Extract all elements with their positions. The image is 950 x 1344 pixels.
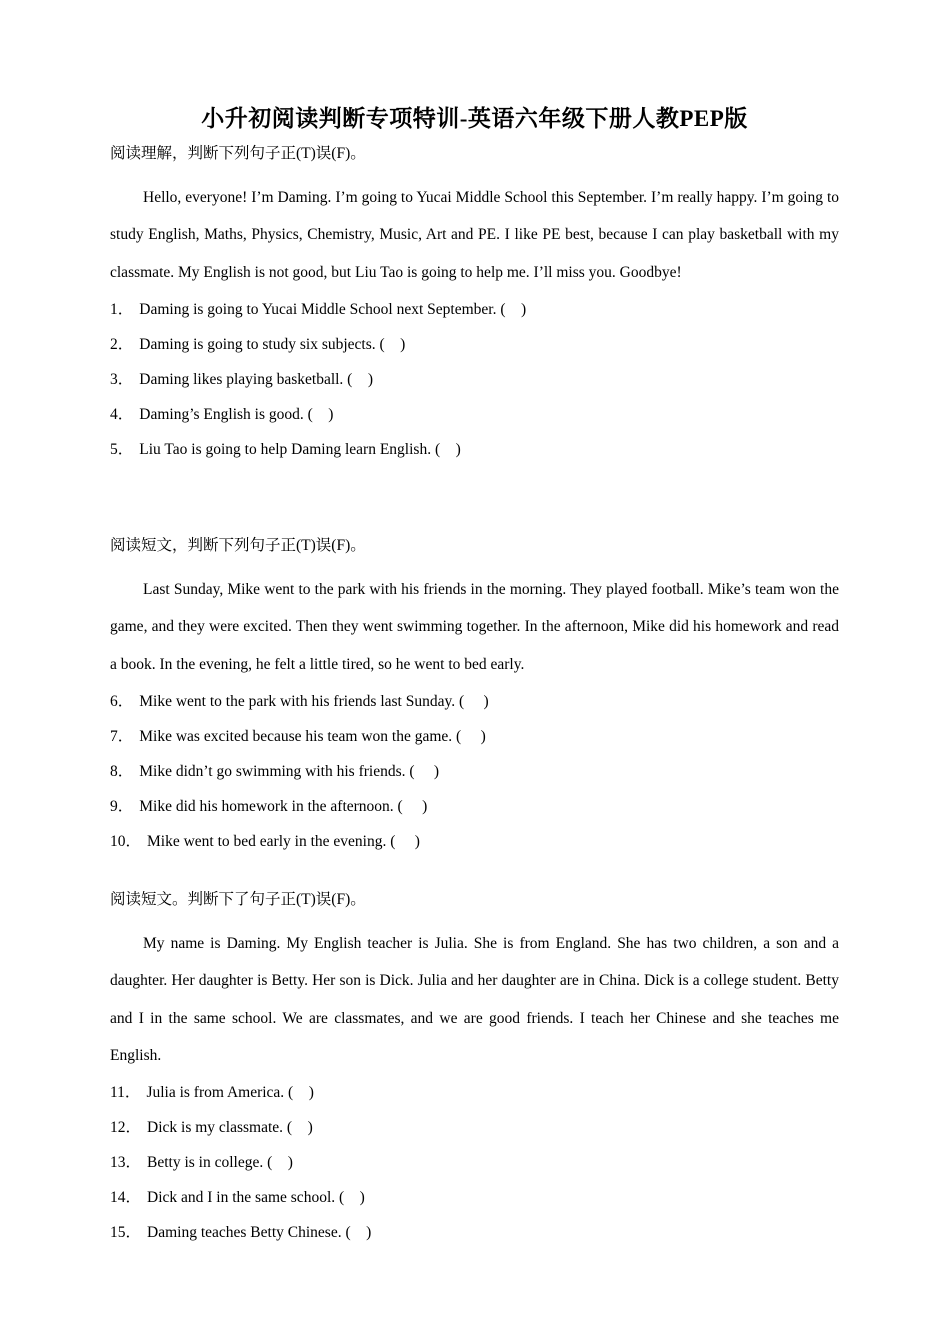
question-text: Daming teaches Betty Chinese. ( ) (147, 1224, 372, 1242)
question-list (110, 692, 839, 852)
question-number: 6． (110, 692, 134, 710)
question-item (110, 797, 839, 817)
question-number: 4． (110, 405, 134, 423)
question-item (110, 727, 839, 747)
question-text: Daming is going to Yucai Middle School next September. ( ) (139, 300, 527, 318)
section-instruction: 阅读短文。判断下了句子正(T)误(F)。 (110, 891, 366, 908)
question-item (110, 405, 839, 425)
question-number: 15． (110, 1224, 142, 1242)
page-title: 小升初阅读判断专项特训-英语六年级下册人教PEP版 (201, 106, 748, 131)
question-text: Mike was excited because his team won the game. ( ) (139, 727, 486, 745)
question-text: Liu Tao is going to help Daming learn English. ( ) (139, 440, 461, 458)
reading-passage: Hello, everyone! I’m Daming. I’m going to Yucai Middle School this September. I’m really happy. I’m going to study English, Maths, Physics, Chemistry, Music, Art and PE. I like PE best, because I can play basketball with my classmate. My English is not good, but Liu Tao is going to help me. I’ll miss you. Goodbye! (110, 189, 839, 281)
question-number: 14． (110, 1189, 142, 1207)
question-item (110, 1118, 839, 1138)
question-item (110, 832, 839, 852)
question-number: 13． (110, 1154, 142, 1172)
question-text: Mike went to the park with his friends last Sunday. ( ) (139, 692, 489, 710)
question-number: 10． (110, 832, 142, 850)
question-text: Dick and I in the same school. ( ) (147, 1189, 365, 1207)
question-list (110, 1083, 839, 1243)
question-item (110, 440, 839, 460)
question-text: Mike went to bed early in the evening. ( ) (147, 832, 420, 850)
reading-passage: Last Sunday, Mike went to the park with his friends in the morning. They played football. Mike’s team won the game, and they were excited. Then they went swimming together. In the afternoon, Mike did his homework and read a book. In the evening, he felt a little tired, so he went to bed early. (110, 581, 839, 673)
question-item (110, 300, 839, 320)
question-text: Julia is from America. ( ) (146, 1084, 314, 1102)
question-text: Daming likes playing basketball. ( ) (139, 370, 374, 388)
question-item (110, 335, 839, 355)
question-number: 9． (110, 797, 134, 815)
question-number: 3． (110, 370, 134, 388)
question-text: Mike did his homework in the afternoon. ( ) (139, 797, 428, 815)
question-number: 7． (110, 727, 134, 745)
question-item (110, 370, 839, 390)
section-instruction: 阅读理解，判断下列句子正(T)误(F)。 (110, 145, 366, 162)
question-text: Daming is going to study six subjects. ( ) (139, 335, 406, 353)
question-item (110, 1153, 839, 1173)
question-number: 12． (110, 1119, 142, 1137)
question-number: 11． (110, 1084, 141, 1102)
question-item (110, 1188, 839, 1208)
reading-section-2 (110, 536, 839, 852)
question-item (110, 1223, 839, 1243)
question-item (110, 762, 839, 782)
reading-section-3 (110, 890, 839, 1243)
question-text: Daming’s English is good. ( ) (139, 405, 334, 423)
question-text: Betty is in college. ( ) (147, 1154, 293, 1172)
question-list (110, 300, 839, 460)
question-number: 8． (110, 762, 134, 780)
question-number: 2． (110, 335, 134, 353)
question-number: 1． (110, 300, 134, 318)
question-text: Dick is my classmate. ( ) (147, 1119, 313, 1137)
reading-passage: My name is Daming. My English teacher is Julia. She is from England. She has two children, a son and a daughter. Her daughter is Betty. Her son is Dick. Julia and her daughter are in China. Dick is a college student. Betty and I in the same school. We are classmates, and we are good friends. I teach her Chinese and she teaches me English. (110, 935, 839, 1064)
question-item (110, 692, 839, 712)
reading-section-1 (110, 144, 839, 460)
question-text: Mike didn’t go swimming with his friends. ( ) (139, 762, 440, 780)
question-item (110, 1083, 839, 1103)
section-instruction: 阅读短文，判断下列句子正(T)误(F)。 (110, 537, 366, 554)
question-number: 5． (110, 440, 134, 458)
